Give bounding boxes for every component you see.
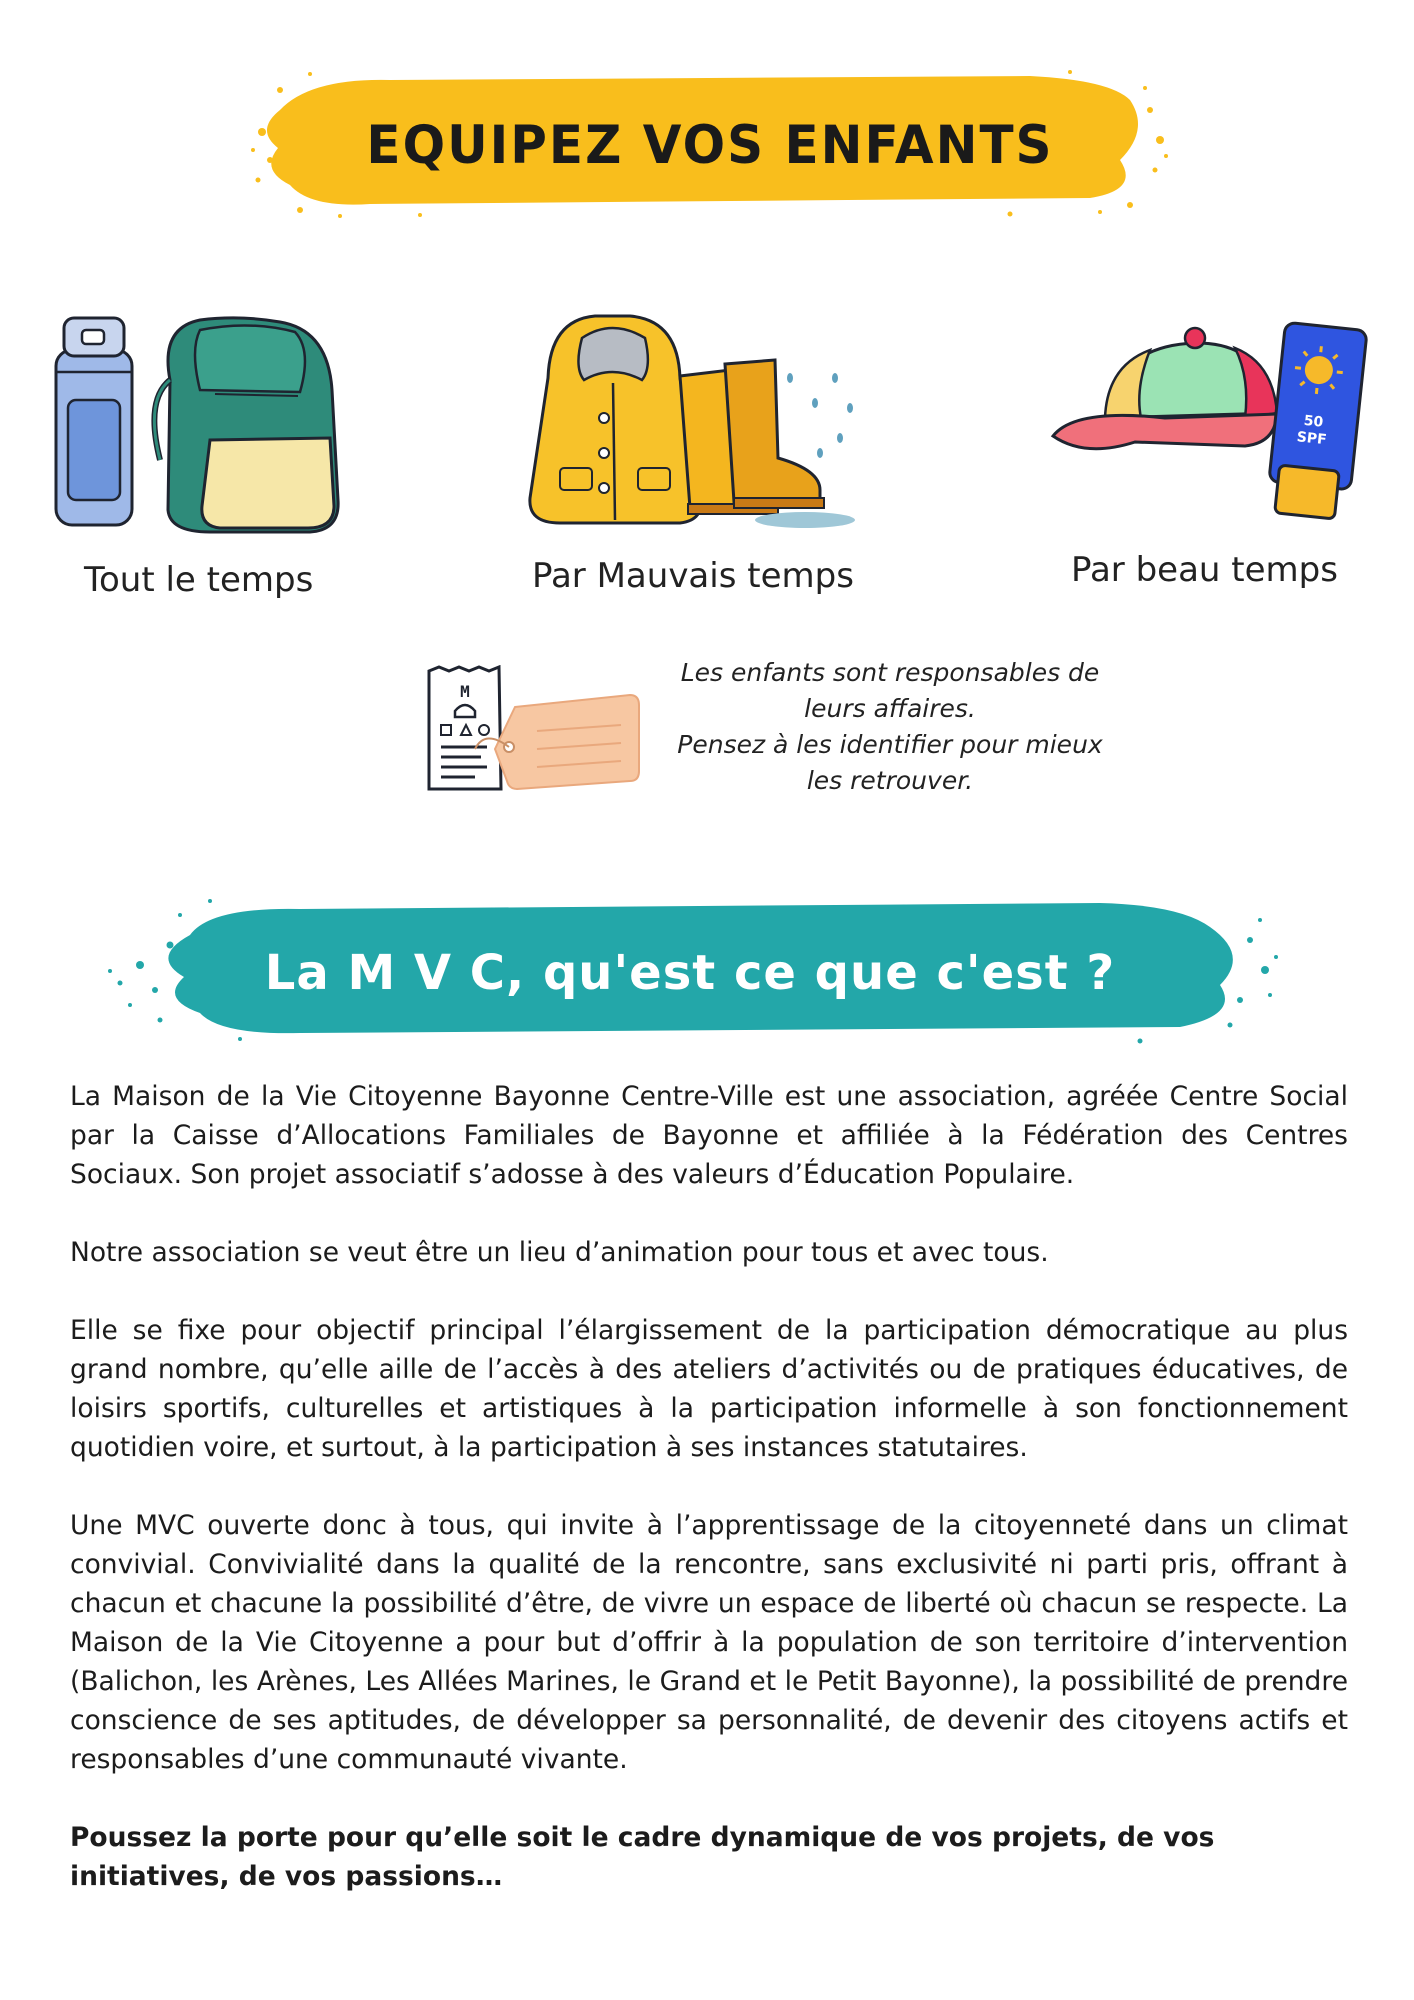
paragraph: La Maison de la Vie Citoyenne Bayonne Centre-Ville est une association, agréée Centre Social par la Caisse d’Allocations Familiales de Bayonne et affiliée à la Fédération des Centres Sociaux. Son projet associatif s’adosse à des valeurs d’Éducation Populaire. bbox=[70, 1081, 1348, 1190]
name-label-tag-icon bbox=[425, 665, 645, 799]
section-title: La M V C, qu'est ce que c'est ? bbox=[264, 945, 1116, 1001]
paragraph: Elle se fixe pour objectif principal l’élargissement de la participation démocratique au plus grand nombre, qu’elle aille de l’accès à des ateliers d’activités ou de pratiques éducatives, de loisirs sportifs, culturelles et artistiques à la participation informelle à son fonctionnement quotidien voire, et surtout, à la participation à ses instances statutaires. bbox=[70, 1315, 1348, 1463]
note-line: les retrouver. bbox=[806, 766, 974, 795]
equipment-item-good-weather bbox=[1045, 318, 1375, 590]
note-line: Pensez à les identifier pour mieux bbox=[677, 730, 1103, 759]
equipment-item-bad-weather bbox=[520, 308, 870, 596]
paragraph: Notre association se veut être un lieu d’animation pour tous et avec tous. bbox=[70, 1237, 1049, 1268]
section-banner bbox=[100, 895, 1280, 1045]
water-bottle-and-backpack-icon bbox=[50, 310, 350, 540]
spf-unit: SPF bbox=[1295, 429, 1328, 449]
page-title: EQUIPEZ VOS ENFANTS bbox=[366, 114, 1054, 176]
mvc-description bbox=[70, 1077, 1348, 1896]
note-line: leurs affaires. bbox=[804, 694, 976, 723]
equipment-label-bad-weather: Par Mauvais temps bbox=[532, 556, 854, 596]
raincoat-and-rain-boots-icon bbox=[520, 308, 870, 538]
spf-number: 50 bbox=[1302, 412, 1324, 431]
equipment-label-good-weather: Par beau temps bbox=[1071, 550, 1338, 590]
closing-call-to-action: Poussez la porte pour qu’elle soit le cadre dynamique de vos projets, de vos initiatives, de vos passions… bbox=[70, 1822, 1215, 1892]
tag-letter: M bbox=[460, 682, 470, 701]
header-banner bbox=[250, 70, 1170, 220]
cap-and-sunscreen-icon bbox=[1045, 318, 1375, 523]
paragraph: Une MVC ouverte donc à tous, qui invite à l’apprentissage de la citoyenneté dans un climat convivial. Convivialité dans la qualité de la rencontre, sans exclusivité ni parti pris, offrant à chacun et chacune la possibilité d’être, de vivre un espace de liberté où chacun se respecte. La Maison de la Vie Citoyenne a pour but d’offrir à la population de son territoire d’intervention (Balichon, les Arènes, Les Allées Marines, le Grand et le Petit Bayonne), la possibilité de prendre conscience de ses aptitudes, de développer sa personnalité, de devenir des citoyens actifs et responsables d’une communauté vivante. bbox=[70, 1510, 1348, 1775]
note-line: Les enfants sont responsables de bbox=[680, 658, 1100, 687]
equipment-item-always bbox=[50, 310, 350, 600]
identify-belongings-note bbox=[640, 655, 1140, 799]
equipment-label-always: Tout le temps bbox=[84, 560, 314, 600]
